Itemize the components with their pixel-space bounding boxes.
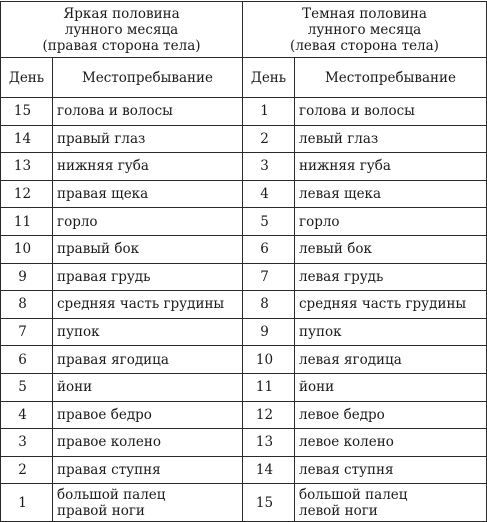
dark-place-cell: левое колено — [295, 429, 487, 457]
dark-day-cell: 10 — [243, 346, 295, 374]
bright-day-cell: 13 — [1, 153, 53, 181]
dark-day-cell: 14 — [243, 456, 295, 484]
bright-day-cell: 9 — [1, 263, 53, 291]
table-row — [1, 456, 487, 484]
dark-place-cell: средняя часть грудины — [295, 291, 487, 319]
dark-place-cell: левая грудь — [295, 263, 487, 291]
dark-day-cell: 1 — [243, 98, 295, 126]
bright-day-cell: 12 — [1, 180, 53, 208]
lunar-body-table — [0, 1, 487, 522]
table-row — [1, 235, 487, 263]
bright-day-cell: 15 — [1, 98, 53, 126]
bright-place-cell: правая ступня — [53, 456, 243, 484]
bright-place-cell: пупок — [53, 318, 243, 346]
table-row — [1, 401, 487, 429]
dark-day-cell: 13 — [243, 429, 295, 457]
bright-place-cell: йони — [53, 373, 243, 401]
dark-half-title-line-1: Темная половина — [302, 5, 427, 22]
dark-place-cell: йони — [295, 373, 487, 401]
bright-place-cell: голова и волосы — [53, 98, 243, 126]
table-row — [1, 318, 487, 346]
dark-half-title-line-3: (левая сторона тела) — [290, 37, 439, 54]
table-row — [1, 291, 487, 319]
dark-day-cell: 2 — [243, 125, 295, 153]
dark-day-cell: 5 — [243, 208, 295, 236]
bright-half-title-line-1: Яркая половина — [63, 5, 180, 22]
dark-place-cell: левая щека — [295, 180, 487, 208]
table-row — [1, 153, 487, 181]
bright-half-title-line-2: лунного месяца — [64, 21, 179, 38]
dark-day-cell: 9 — [243, 318, 295, 346]
bright-day-cell: 7 — [1, 318, 53, 346]
bright-day-cell: 1 — [1, 484, 53, 522]
dark-place-cell: горло — [295, 208, 487, 236]
bright-day-cell: 6 — [1, 346, 53, 374]
bright-day-cell: 14 — [1, 125, 53, 153]
dark-place-cell: большой палец левой ноги — [295, 484, 487, 522]
bright-place-cell: правый глаз — [53, 125, 243, 153]
bright-day-cell: 8 — [1, 291, 53, 319]
bright-place-cell: правый бок — [53, 235, 243, 263]
dark-day-cell: 3 — [243, 153, 295, 181]
bright-day-header: День — [1, 58, 53, 98]
dark-place-cell: левый глаз — [295, 125, 487, 153]
dark-day-cell: 6 — [243, 235, 295, 263]
dark-day-cell: 7 — [243, 263, 295, 291]
dark-half-title-line-2: лунного месяца — [307, 21, 422, 38]
dark-day-header: День — [243, 58, 295, 98]
bright-place-cell: большой палец правой ноги — [53, 484, 243, 522]
bright-place-cell: правое колено — [53, 429, 243, 457]
bright-place-cell: нижняя губа — [53, 153, 243, 181]
table-row — [1, 484, 487, 522]
bright-place-cell: правая грудь — [53, 263, 243, 291]
dark-place-cell: левое бедро — [295, 401, 487, 429]
dark-day-cell: 15 — [243, 484, 295, 522]
dark-day-cell: 12 — [243, 401, 295, 429]
bright-day-cell: 10 — [1, 235, 53, 263]
dark-day-cell: 8 — [243, 291, 295, 319]
bright-half-header — [1, 2, 243, 58]
dark-place-cell: голова и волосы — [295, 98, 487, 126]
bright-place-cell: правая ягодица — [53, 346, 243, 374]
dark-day-cell: 11 — [243, 373, 295, 401]
bright-place-cell: правая щека — [53, 180, 243, 208]
table-row — [1, 125, 487, 153]
bright-day-cell: 5 — [1, 373, 53, 401]
table-row — [1, 373, 487, 401]
table-row — [1, 263, 487, 291]
table-row — [1, 346, 487, 374]
dark-day-cell: 4 — [243, 180, 295, 208]
table-row — [1, 98, 487, 126]
dark-place-cell: левая ягодица — [295, 346, 487, 374]
dark-place-cell: нижняя губа — [295, 153, 487, 181]
dark-place-cell: пупок — [295, 318, 487, 346]
dark-place-header: Местопребывание — [295, 58, 487, 98]
bright-half-title-line-3: (правая сторона тела) — [42, 37, 201, 54]
table-body — [1, 98, 487, 522]
dark-place-cell: левый бок — [295, 235, 487, 263]
table-row — [1, 180, 487, 208]
dark-place-cell: левая ступня — [295, 456, 487, 484]
dark-half-header — [243, 2, 487, 58]
table-row — [1, 429, 487, 457]
bright-place-header: Местопребывание — [53, 58, 243, 98]
bright-day-cell: 4 — [1, 401, 53, 429]
bright-place-cell: правое бедро — [53, 401, 243, 429]
bright-place-cell: горло — [53, 208, 243, 236]
table-row — [1, 208, 487, 236]
bright-day-cell: 3 — [1, 429, 53, 457]
bright-place-cell: средняя часть грудины — [53, 291, 243, 319]
bright-day-cell: 2 — [1, 456, 53, 484]
bright-day-cell: 11 — [1, 208, 53, 236]
